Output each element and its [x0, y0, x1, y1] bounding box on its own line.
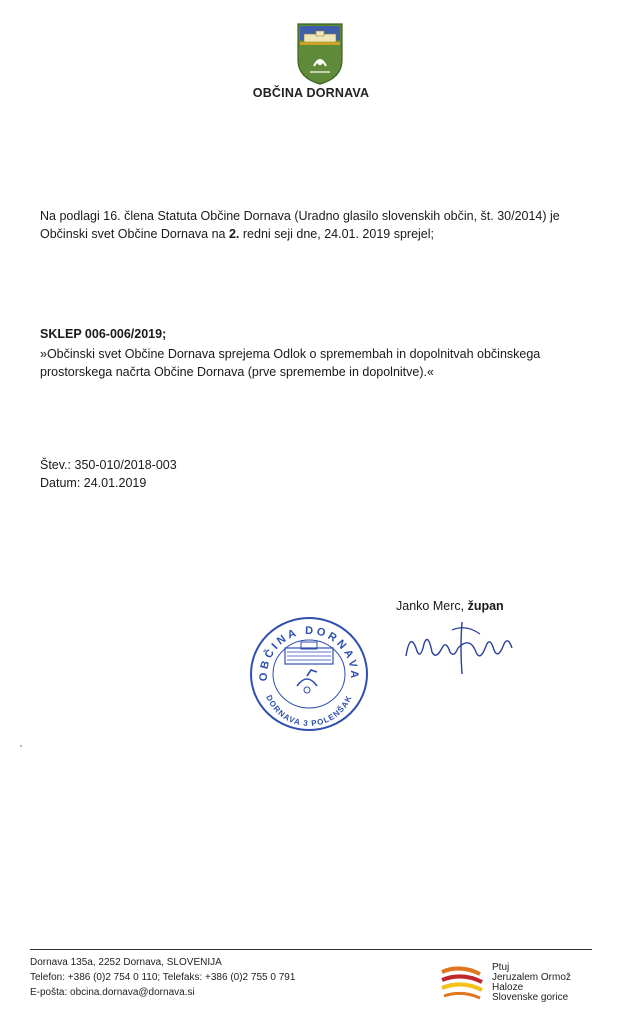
- session-number: 2.: [228, 227, 240, 241]
- svg-text:DORNAVA 3 POLENŠAK: DORNAVA 3 POLENŠAK: [264, 693, 354, 729]
- decision-title: SKLEP 006-006/2019;: [40, 327, 167, 341]
- intro-paragraph: [40, 207, 600, 243]
- mayor-signature: [400, 618, 520, 678]
- organization-title: OBČINA DORNAVA: [252, 86, 370, 100]
- footer-contact: [30, 955, 295, 1000]
- svg-text:Slovenske gorice: Slovenske gorice: [492, 992, 569, 1002]
- footer-email: E-pošta: obcina.dornava@dornava.si: [30, 987, 195, 998]
- signatory-name: Janko Merc,: [396, 599, 465, 613]
- decision-text: »Občinski svet Občine Dornava sprejema Odlok o spremembah in dopolnitvah občinskega prostorskega načrta Občine Dornava (prve spremembe in dopolnitve).«: [40, 347, 541, 379]
- svg-text:OBČINA DORNAVA: OBČINA DORNAVA: [257, 624, 361, 682]
- svg-text:Ptuj: Ptuj: [492, 962, 510, 973]
- reference-block: [40, 456, 177, 492]
- reference-date: Datum: 24.01.2019: [40, 476, 147, 490]
- reference-number: Štev.: 350-010/2018-003: [40, 458, 177, 472]
- footer-address: Dornava 135a, 2252 Dornava, SLOVENIJA: [30, 957, 222, 968]
- scan-speck: [20, 745, 22, 747]
- regional-logo: [440, 962, 600, 1002]
- svg-text:Jeruzalem Ormož: Jeruzalem Ormož: [492, 972, 571, 983]
- signatory: [396, 599, 504, 613]
- footer-phone: Telefon: +386 (0)2 754 0 110; Telefaks: +386 (0)2 755 0 791: [30, 972, 296, 983]
- official-stamp: [247, 614, 371, 734]
- signatory-role: župan: [464, 599, 504, 613]
- intro-text-part2: redni seji dne, 24.01. 2019 sprejel;: [239, 227, 434, 241]
- intro-text-part1: Na podlagi 16. člena Statuta Občine Dornava (Uradno glasilo slovenskih občin, št. 30/2014) je Občinski svet Občine Dornava na: [40, 209, 560, 241]
- svg-text:Haloze: Haloze: [492, 982, 524, 993]
- footer-divider: [30, 949, 592, 950]
- municipality-crest: [296, 22, 344, 86]
